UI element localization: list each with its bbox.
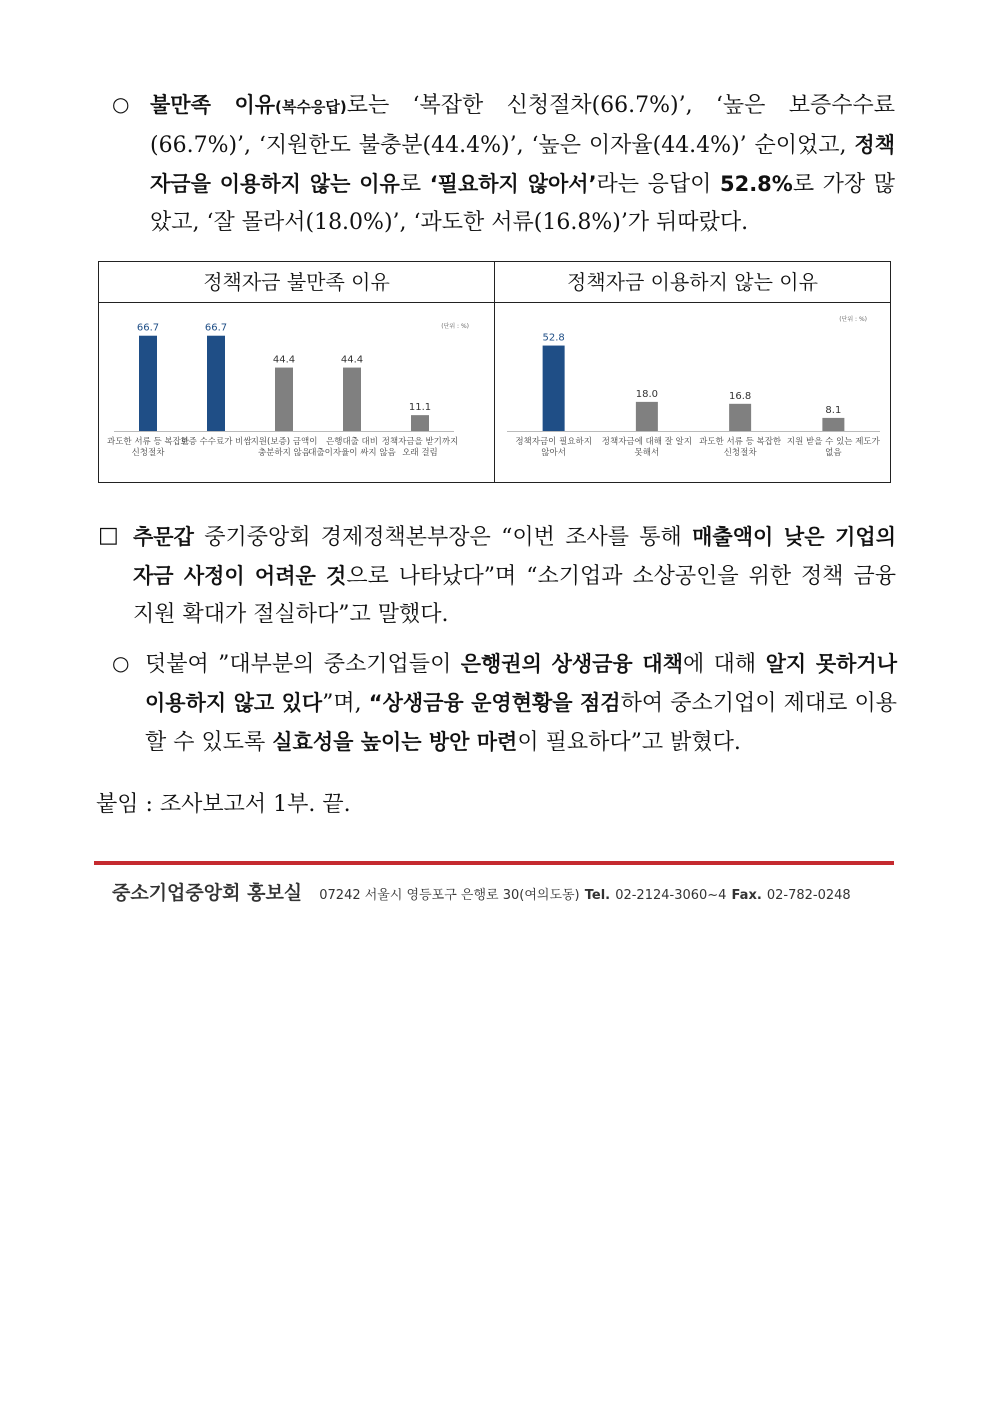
additional-quote-paragraph: [145, 645, 897, 762]
bar: [411, 415, 429, 431]
bold-text: 추문갑: [133, 525, 194, 549]
category-label: 신청절차: [131, 448, 165, 458]
data-label: 11.1: [408, 402, 432, 414]
bold-text: 불만족 이유: [150, 93, 276, 117]
data-label: 66.7: [136, 322, 160, 334]
data-label: 52.8: [542, 332, 565, 344]
unit-label: (단위 : %): [839, 316, 867, 323]
bar: [275, 368, 293, 431]
bar: [543, 346, 565, 431]
multiple-response-note: (복수응답): [275, 98, 347, 116]
category-label: 대출이자율이 싸지 않음: [308, 448, 396, 458]
bold-text: 52.8%: [719, 172, 793, 196]
dissatisfaction-reasons-paragraph: [150, 86, 895, 242]
fax-label: Fax.: [731, 888, 762, 903]
category-label: 못해서: [634, 448, 660, 458]
bar: [207, 336, 225, 431]
category-label: 정책자금에 대해 잘 알지: [601, 437, 692, 447]
paragraph-text: 으로 나타났다”며 “소기업과 소상공인을 위한 정책 금융 지원 확대가 절실하다”고 말했다.: [133, 564, 896, 627]
bar: [729, 404, 751, 431]
category-label: 지원 받을 수 있는 제도가: [786, 437, 880, 447]
bold-text: 알지 못하거나 이용하지 않고 있다: [145, 652, 898, 715]
paragraph-text: 중기중앙회 경제정책본부장은 “이번 조사를 통해: [193, 525, 693, 550]
category-label: 오래 걸림: [402, 448, 438, 458]
paragraph-text: 덧붙여 ”대부분의 중소기업들이: [145, 652, 461, 677]
category-label: 보증 수수료가 비쌈: [180, 437, 252, 447]
chart-title: 정책자금 불만족 이유: [99, 262, 494, 303]
category-label: 않아서: [541, 448, 566, 458]
data-label: 16.8: [728, 390, 752, 402]
chart-cell-dissatisfaction: [99, 262, 494, 482]
category-label: 은행대출 대비: [326, 437, 378, 447]
bold-text: 정책자금을 이용하지 않는 이유: [150, 133, 895, 196]
category-label: 없음: [825, 448, 842, 458]
category-label: 충분하지 않음: [258, 448, 310, 458]
bold-text: 실효성을 높이는 방안 마련: [272, 730, 518, 754]
footer-divider: [94, 861, 894, 865]
bar: [343, 368, 361, 431]
dissatisfaction-chart: [99, 303, 495, 483]
bullet-square: □: [98, 523, 119, 548]
chart-cell-non-use: [494, 262, 890, 482]
chart-title: 정책자금 이용하지 않는 이유: [495, 262, 890, 303]
bar: [822, 418, 844, 431]
paragraph-text: 로: [399, 172, 430, 197]
paragraph-text: 로는 ‘복잡한 신청절차(66.7%)’, ‘높은 보증수수료(66.7%)’, ‘지원한도 불충분(44.4%)’, ‘높은 이자율(44.4%)’ 순이었고,: [150, 93, 895, 158]
paragraph-text: 이 필요하다”고 밝혔다.: [517, 730, 741, 755]
bullet-circle: ○: [112, 651, 130, 675]
category-label: 정책자금이 필요하지: [515, 437, 592, 447]
data-label: 18.0: [635, 388, 659, 400]
bar: [636, 402, 658, 431]
paragraph-text: 로 가장 많았고, ‘잘 몰라서(18.0%)’, ‘과도한 서류(16.8%)’가 뒤따랐다.: [150, 172, 895, 235]
tel-number: 02-2124-3060~4: [615, 888, 727, 903]
unit-label: (단위 : %): [441, 323, 469, 330]
tel-label: Tel.: [584, 888, 611, 903]
bold-text: 매출액이 낮은 기업의 자금 사정이 어려운 것: [133, 525, 896, 588]
category-label: 지원(보증) 금액이: [250, 437, 318, 447]
footer-address: 07242 서울시 영등포구 은행로 30(여의도동): [319, 888, 580, 903]
paragraph-text: 하여 중소기업이 제대로 이용할 수 있도록: [145, 691, 897, 755]
data-label: 44.4: [340, 354, 364, 366]
bold-text: “상생금융 운영현황을 점검: [368, 691, 621, 715]
category-label: 신청절차: [723, 448, 757, 458]
data-label: 44.4: [272, 354, 296, 366]
fax-number: 02-782-0248: [766, 888, 851, 903]
category-label: 과도한 서류 등 복잡한: [699, 437, 782, 447]
data-label: 66.7: [204, 322, 228, 334]
paragraph-text: 라는 응답이: [596, 172, 720, 197]
data-label: 8.1: [825, 404, 842, 416]
attachment-note: 붙임 : 조사보고서 1부. 끝.: [96, 792, 351, 817]
bold-text: ‘필요하지 않아서’: [429, 172, 597, 196]
footer: [112, 878, 851, 905]
non-use-chart: [495, 303, 891, 483]
paragraph-text: 에 대해: [683, 652, 766, 677]
category-label: 정책자금을 받기까지: [381, 437, 459, 447]
charts-table: [98, 261, 891, 483]
bullet-circle: ○: [112, 92, 130, 116]
paragraph-text: ”며,: [322, 691, 369, 716]
bold-text: 은행권의 상생금융 대책: [460, 652, 684, 676]
category-label: 과도한 서류 등 복잡한: [106, 437, 190, 447]
bar: [139, 336, 157, 431]
footer-org: 중소기업중앙회 홍보실: [112, 882, 303, 904]
director-quote-paragraph: [133, 518, 896, 634]
